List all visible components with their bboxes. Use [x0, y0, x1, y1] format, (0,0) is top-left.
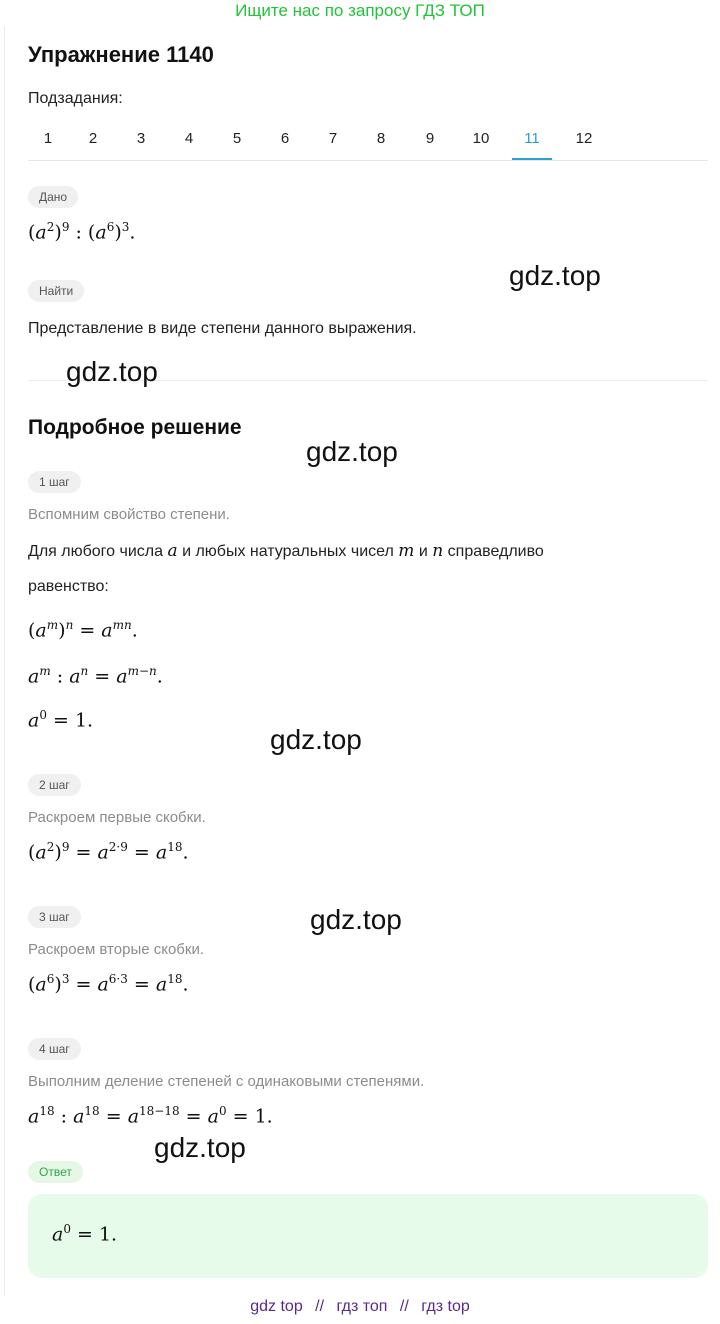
given-expression: $(a^2)^9$ : $(a^6)^3$.	[28, 220, 136, 244]
step-3-hint: Раскроем вторые скобки.	[28, 941, 205, 958]
tab-12[interactable]: 12	[575, 130, 593, 147]
step-4-chip: 4 шаг	[28, 1038, 81, 1060]
subtask-tabs	[28, 120, 708, 161]
formula-power-of-power: $(a^m)^n = a^{mn}$.	[28, 618, 138, 642]
watermark: gdz.top	[154, 1132, 246, 1163]
step-1-text-c: и	[418, 543, 428, 560]
step-4-hint: Выполним деление степеней с одинаковыми степенями.	[28, 1073, 425, 1090]
tab-4[interactable]: 4	[184, 130, 194, 147]
tab-6[interactable]: 6	[280, 130, 290, 147]
step-4-formula: $a^{18}$ : $a^{18} = a^{18-18} = a^0 = 1$.	[28, 1104, 273, 1128]
step-3-chip: 3 шаг	[28, 906, 81, 928]
answer-formula: $a^0 = 1$.	[52, 1222, 118, 1246]
tab-9[interactable]: 9	[425, 130, 435, 147]
formula-zero-power: $a^0 = 1$.	[28, 708, 94, 732]
footer-link-3[interactable]: гдз top	[421, 1298, 470, 1315]
formula-division: $a^m$ : $a^n = a^{m-n}$.	[28, 664, 163, 688]
step-1-text-d: справедливо	[447, 543, 544, 560]
step-1-text-b: и любых натуральных чисел	[182, 543, 394, 560]
footer-links	[0, 1298, 720, 1316]
tab-7[interactable]: 7	[328, 130, 338, 147]
footer-separator: //	[315, 1298, 325, 1315]
tab-10[interactable]: 10	[472, 130, 490, 147]
footer-separator: //	[399, 1298, 409, 1315]
answer-box	[28, 1194, 708, 1278]
watermark: gdz.top	[270, 724, 362, 755]
step-2-formula: $(a^2)^9 = a^{2\cdot 9} = a^{18}$.	[28, 840, 189, 864]
solution-title: Подробное решение	[28, 416, 242, 439]
step-2-hint: Раскроем первые скобки.	[28, 809, 206, 826]
tab-1[interactable]: 1	[43, 130, 53, 147]
step-3-formula: $(a^6)^3 = a^{6\cdot 3} = a^{18}$.	[28, 972, 189, 996]
find-text: Представление в виде степени данного выражения.	[28, 320, 417, 337]
step-1-text-a: Для любого числа	[28, 543, 164, 560]
top-banner[interactable]: Ищите нас по запросу ГДЗ ТОП	[235, 1, 485, 20]
footer-link-2[interactable]: гдз топ	[336, 1298, 388, 1315]
given-chip: Дано	[28, 186, 78, 208]
tab-11[interactable]: 11	[512, 120, 552, 160]
page-title: Упражнение 1140	[28, 42, 214, 67]
footer-link-1[interactable]: gdz top	[250, 1298, 303, 1315]
subtasks-label: Подзадания:	[28, 90, 123, 107]
tab-2[interactable]: 2	[88, 130, 98, 147]
var-m: m	[398, 541, 415, 561]
tab-8[interactable]: 8	[376, 130, 386, 147]
step-1-text	[28, 541, 544, 561]
step-1-chip: 1 шаг	[28, 471, 81, 493]
step-2-chip: 2 шаг	[28, 774, 81, 796]
watermark: gdz.top	[310, 904, 402, 935]
answer-chip: Ответ	[28, 1161, 83, 1183]
var-a: a	[167, 541, 178, 561]
tab-5[interactable]: 5	[232, 130, 242, 147]
find-chip: Найти	[28, 280, 84, 302]
step-1-hint: Вспомним свойство степени.	[28, 506, 230, 523]
step-1-text-e: равенство:	[28, 578, 109, 595]
watermark: gdz.top	[509, 260, 601, 291]
tab-3[interactable]: 3	[136, 130, 146, 147]
var-n: n	[432, 541, 444, 561]
watermark: gdz.top	[306, 436, 398, 467]
watermark: gdz.top	[66, 356, 158, 387]
